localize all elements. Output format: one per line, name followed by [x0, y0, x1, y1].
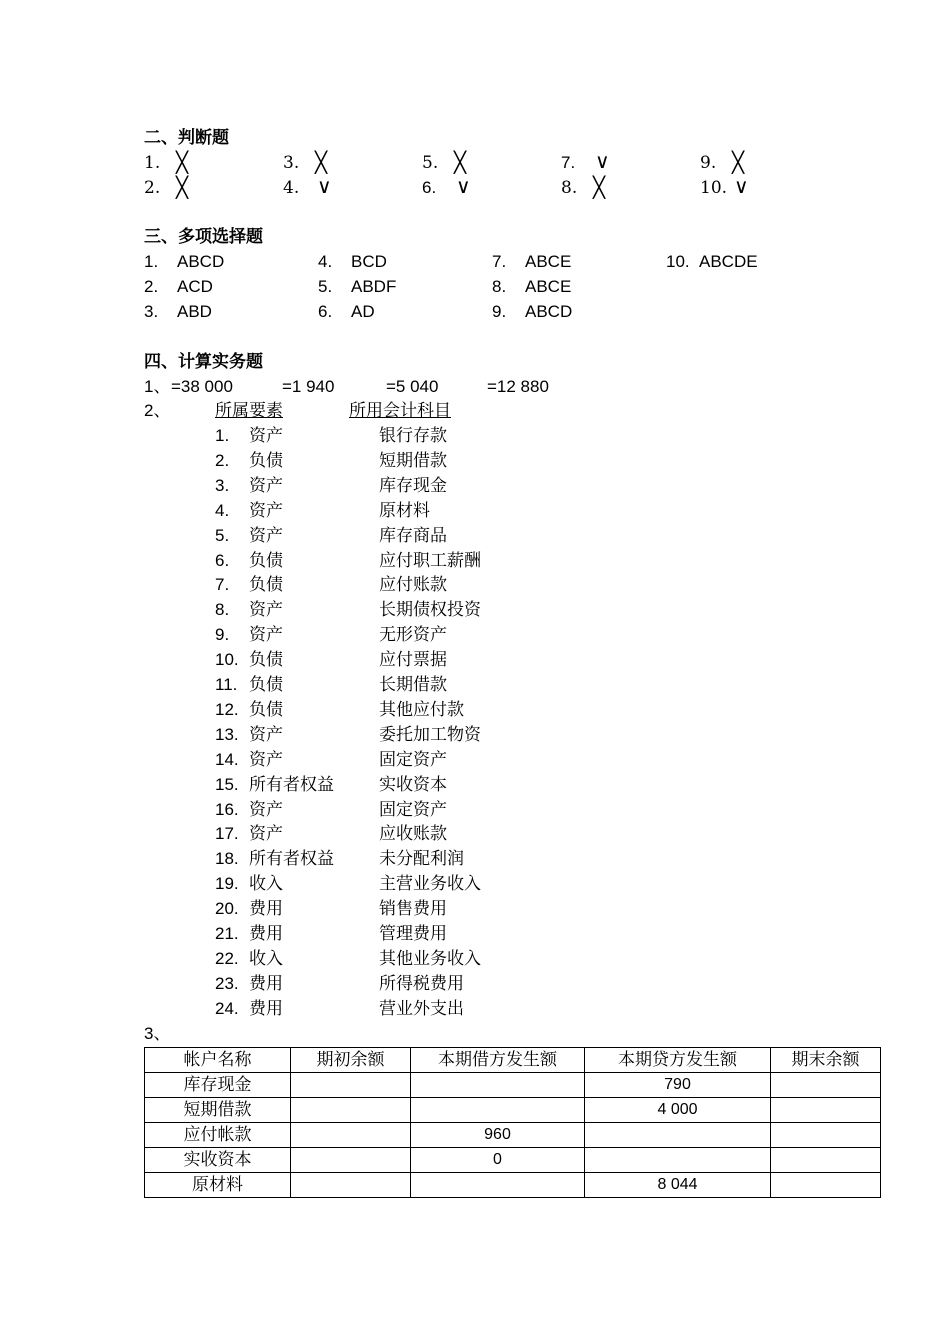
q2-row-num: 10. [215, 650, 239, 670]
q2-row-account: 其他应付款 [379, 699, 464, 720]
q2-row-element: 收入 [249, 874, 283, 895]
q2-row-element: 负债 [249, 675, 283, 695]
q2-row-element: 资产 [249, 525, 283, 546]
table-header-cell: 帐户名称 [145, 1048, 291, 1073]
section4-title: 四、计算实务题 [144, 352, 263, 372]
q2-row-element: 负债 [249, 650, 283, 671]
cross-mark-icon: ╳ [176, 150, 189, 174]
q2-row-account: 所得税费用 [379, 973, 464, 994]
table-row [145, 1123, 881, 1148]
amount-cell [411, 1073, 585, 1098]
q2-row-account: 银行存款 [379, 426, 447, 446]
q2-row-element: 资产 [249, 824, 283, 845]
q2-row-account: 库存商品 [379, 525, 447, 546]
amount-cell [411, 1098, 585, 1123]
q2-row-element: 资产 [249, 724, 283, 745]
amount-cell [585, 1123, 771, 1148]
judgment-item: 1. [144, 153, 161, 173]
q2-row-num: 11. [215, 675, 238, 694]
q2-row-num: 7. [215, 575, 230, 595]
choice-answer: ABCD [177, 252, 225, 271]
choice-answer: ABCD [525, 302, 573, 321]
table-header-cell: 本期借方发生额 [411, 1048, 585, 1073]
q2-row-account: 销售费用 [379, 899, 447, 920]
q1-value: =12 880 [487, 377, 549, 396]
section2-title: 二、判断题 [144, 128, 229, 148]
q2-row-account: 长期借款 [379, 675, 447, 695]
q2-row-element: 收入 [249, 948, 283, 969]
choice-num: 7. [492, 252, 507, 271]
account-name-cell: 原材料 [145, 1173, 291, 1198]
q2-row-num: 24. [215, 998, 239, 1018]
table-header-cell: 期初余额 [291, 1048, 411, 1073]
check-mark-icon: ∨ [595, 149, 610, 173]
q2-row-account: 应收账款 [379, 824, 447, 845]
q2-row-num: 3. [215, 475, 230, 495]
section3-title: 三、多项选择题 [144, 227, 263, 247]
amount-cell [771, 1173, 881, 1198]
amount-cell [771, 1123, 881, 1148]
q2-row-num: 17. [215, 824, 239, 844]
q2-row-account: 主营业务收入 [379, 874, 481, 895]
judgment-item: 4. [283, 178, 300, 198]
q1-value: =1 940 [282, 377, 335, 396]
cross-mark-icon: ╳ [315, 150, 328, 174]
q2-row-element: 费用 [249, 899, 283, 920]
q2-row-num: 18. [215, 849, 239, 869]
table-row [145, 1173, 881, 1198]
q2-row-element: 费用 [249, 924, 283, 944]
q2-row-num: 14. [215, 749, 239, 769]
q2-row-num: 23. [215, 973, 239, 993]
cross-mark-icon: ╳ [732, 150, 745, 174]
q2-row-account: 委托加工物资 [379, 724, 481, 745]
account-name-cell: 库存现金 [145, 1073, 291, 1098]
q2-row-element: 资产 [249, 426, 283, 446]
q2-row-account: 管理费用 [379, 924, 447, 944]
choice-answer: ABCDE [699, 252, 758, 271]
q2-row-element: 所有者权益 [249, 849, 334, 870]
amount-cell [291, 1173, 411, 1198]
q2-row-account: 营业外支出 [379, 998, 464, 1019]
table-row [145, 1148, 881, 1173]
q1-value: =5 040 [386, 377, 439, 396]
q2-row-element: 负债 [249, 450, 283, 471]
choice-num: 9. [492, 302, 507, 321]
check-mark-icon: ∨ [317, 174, 332, 198]
choice-answer: ACD [177, 277, 213, 296]
q2-row-num: 20. [215, 899, 239, 919]
q2-row-element: 费用 [249, 998, 283, 1019]
q2-row-num: 9. [215, 625, 230, 645]
q2-row-element: 负债 [249, 699, 283, 720]
judgment-item: 6. [422, 178, 437, 197]
q2-header-account: 所用会计科目 [349, 401, 451, 421]
amount-cell [585, 1148, 771, 1173]
judgment-item: 9. [700, 153, 717, 173]
q2-row-element: 资产 [249, 799, 283, 820]
q2-row-element: 负债 [249, 575, 283, 596]
judgment-item: 7. [561, 153, 576, 172]
q3-label: 3、 [144, 1024, 171, 1043]
q2-row-account: 固定资产 [379, 799, 447, 820]
q1-value: =38 000 [171, 377, 233, 396]
q2-row-num: 21. [215, 924, 239, 943]
q2-row-num: 8. [215, 600, 230, 620]
q2-row-account: 库存现金 [379, 475, 447, 496]
amount-cell [291, 1098, 411, 1123]
account-name-cell: 短期借款 [145, 1098, 291, 1123]
amount-cell [411, 1173, 585, 1198]
judgment-item: 3. [283, 153, 300, 173]
judgment-item: 10. [700, 178, 728, 198]
amount-cell: 8 044 [585, 1173, 771, 1198]
q2-row-num: 6. [215, 550, 230, 570]
amount-cell [291, 1148, 411, 1173]
amount-cell: 0 [411, 1148, 585, 1173]
choice-num: 10. [666, 252, 690, 271]
table-row [145, 1098, 881, 1123]
amount-cell [771, 1148, 881, 1173]
choice-num: 2. [144, 277, 159, 296]
table-header-row [145, 1048, 881, 1073]
cross-mark-icon: ╳ [593, 175, 606, 199]
amount-cell: 960 [411, 1123, 585, 1148]
q2-row-account: 其他业务收入 [379, 948, 481, 969]
choice-num: 6. [318, 302, 333, 321]
q2-row-num: 22. [215, 948, 239, 968]
table-header-cell: 本期贷方发生额 [585, 1048, 771, 1073]
choice-answer: AD [351, 302, 375, 321]
judgment-item: 8. [561, 178, 578, 198]
account-name-cell: 应付帐款 [145, 1123, 291, 1148]
q2-row-account: 无形资产 [379, 625, 447, 646]
q2-row-num: 5. [215, 525, 230, 545]
q2-row-num: 19. [215, 874, 239, 894]
q2-row-element: 资产 [249, 749, 283, 770]
judgment-item: 5. [422, 153, 439, 173]
q2-row-account: 短期借款 [379, 450, 447, 471]
check-mark-icon: ∨ [734, 174, 749, 198]
cross-mark-icon: ╳ [176, 175, 189, 199]
q2-row-element: 费用 [249, 973, 283, 994]
q2-label: 2、 [144, 401, 171, 420]
q1-label: 1、 [144, 377, 171, 396]
q2-row-element: 资产 [249, 500, 283, 521]
cross-mark-icon: ╳ [454, 150, 467, 174]
amount-cell [771, 1073, 881, 1098]
q2-row-num: 1. [215, 426, 230, 445]
q2-row-account: 长期债权投资 [379, 600, 481, 621]
q2-row-account: 固定资产 [379, 749, 447, 770]
q2-row-account: 应付职工薪酬 [379, 550, 481, 571]
choice-num: 8. [492, 277, 507, 296]
amount-cell [771, 1098, 881, 1123]
q2-row-num: 12. [215, 699, 239, 719]
q2-row-element: 资产 [249, 600, 283, 621]
q2-row-num: 16. [215, 799, 239, 819]
q2-header-element: 所属要素 [215, 401, 283, 421]
amount-cell: 790 [585, 1073, 771, 1098]
table-row [145, 1073, 881, 1098]
account-name-cell: 实收资本 [145, 1148, 291, 1173]
q2-row-num: 2. [215, 450, 230, 470]
choice-num: 3. [144, 302, 159, 321]
q2-row-account: 原材料 [379, 500, 430, 521]
q2-row-account: 应付账款 [379, 575, 447, 596]
amount-cell: 4 000 [585, 1098, 771, 1123]
amount-cell [291, 1123, 411, 1148]
choice-answer: ABDF [351, 277, 397, 296]
judgment-item: 2. [144, 178, 161, 198]
q2-row-account: 应付票据 [379, 650, 447, 671]
table-header-cell: 期末余额 [771, 1048, 881, 1073]
account-table [144, 1047, 881, 1198]
q2-row-num: 13. [215, 724, 239, 744]
q2-row-element: 负债 [249, 550, 283, 571]
choice-num: 5. [318, 277, 333, 296]
choice-answer: ABCE [525, 277, 572, 296]
choice-answer: ABCE [525, 252, 572, 271]
q2-row-num: 15. [215, 774, 239, 794]
q2-row-element: 所有者权益 [249, 774, 334, 795]
q2-row-element: 资产 [249, 625, 283, 646]
amount-cell [291, 1073, 411, 1098]
choice-answer: ABD [177, 302, 212, 321]
q2-row-num: 4. [215, 500, 230, 520]
check-mark-icon: ∨ [456, 174, 471, 198]
choice-num: 4. [318, 252, 333, 271]
q2-row-account: 实收资本 [379, 774, 447, 795]
choice-answer: BCD [351, 252, 387, 271]
q2-row-element: 资产 [249, 475, 283, 496]
q2-row-account: 未分配利润 [379, 849, 464, 870]
choice-num: 1. [144, 252, 159, 271]
